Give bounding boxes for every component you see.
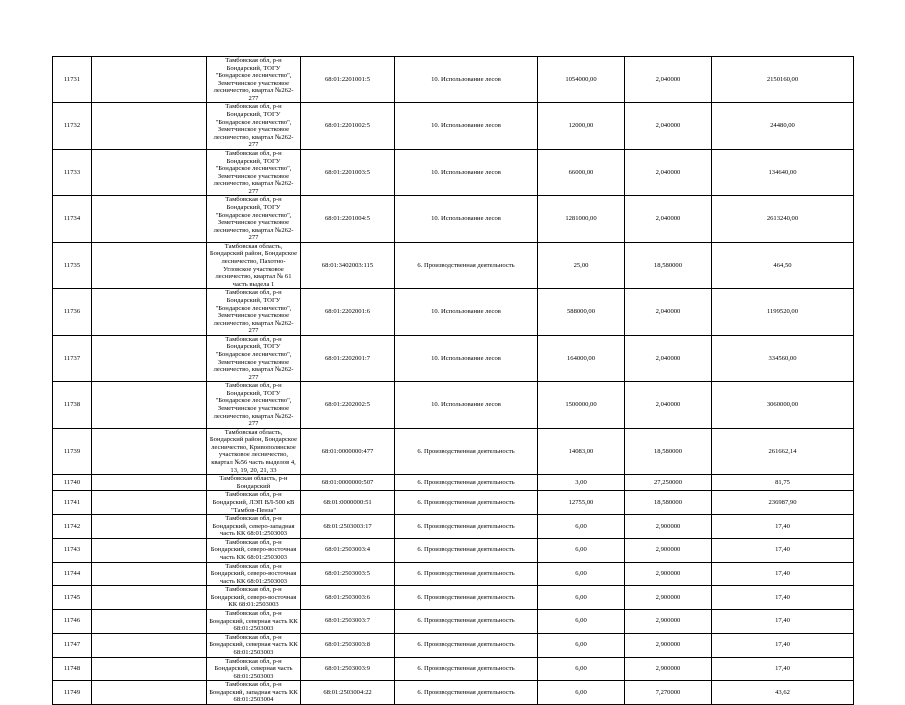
registry-table bbox=[52, 56, 854, 705]
cadastral-number-cell: 68:01:2503003:5 bbox=[301, 562, 395, 586]
area-cell: 6,00 bbox=[538, 562, 625, 586]
address-cell: Тамбовская обл, р-н Бондарский, северная часть КК 68:01:2503003 bbox=[207, 633, 301, 657]
cadastral-number-cell: 68:01:2201003:5 bbox=[301, 149, 395, 195]
address-cell: Тамбовская обл, р-н Бондарский, северо-восточная часть КК 68:01:2503003 bbox=[207, 562, 301, 586]
land-use-cell: 6. Производственная деятельность bbox=[395, 428, 538, 474]
area-cell: 1281000,00 bbox=[538, 196, 625, 242]
land-use-cell: 6. Производственная деятельность bbox=[395, 562, 538, 586]
value-cell: 17,40 bbox=[712, 586, 854, 610]
table-row bbox=[53, 289, 854, 335]
rate-cell: 18,580000 bbox=[625, 491, 712, 515]
rate-cell: 27,250000 bbox=[625, 475, 712, 491]
table-row bbox=[53, 491, 854, 515]
row-number: 11735 bbox=[53, 242, 92, 288]
empty-cell bbox=[92, 242, 207, 288]
address-cell: Тамбовская область, р-н Бондарский bbox=[207, 475, 301, 491]
empty-cell bbox=[92, 289, 207, 335]
value-cell: 17,40 bbox=[712, 562, 854, 586]
area-cell: 3,00 bbox=[538, 475, 625, 491]
table-row bbox=[53, 57, 854, 103]
address-cell: Тамбовская обл, р-н Бондарский, ТОГУ "Бондарское лесничество", Земетчинское участковое лесничество, квартал №262-277 bbox=[207, 103, 301, 149]
row-number: 11748 bbox=[53, 657, 92, 681]
value-cell: 17,40 bbox=[712, 538, 854, 562]
address-cell: Тамбовская обл, р-н Бондарский, северо-восточная часть КК 68:01:2503003 bbox=[207, 538, 301, 562]
area-cell: 164000,00 bbox=[538, 335, 625, 381]
table-row bbox=[53, 242, 854, 288]
value-cell: 17,40 bbox=[712, 515, 854, 539]
registry-table-body bbox=[53, 57, 854, 705]
row-number: 11739 bbox=[53, 428, 92, 474]
table-row bbox=[53, 538, 854, 562]
area-cell: 14083,00 bbox=[538, 428, 625, 474]
address-cell: Тамбовская обл, р-н Бондарский, ТОГУ "Бондарское лесничество", Земетчинское участковое лесничество, квартал №262-277 bbox=[207, 57, 301, 103]
land-use-cell: 6. Производственная деятельность bbox=[395, 657, 538, 681]
empty-cell bbox=[92, 196, 207, 242]
empty-cell bbox=[92, 335, 207, 381]
address-cell: Тамбовская область, Бондарский район, Бондарское лесничество, Кривополянское участковое лесничество, квартал №56 часть выделов 4, 13, 19, 20, 21, 33 bbox=[207, 428, 301, 474]
area-cell: 66000,00 bbox=[538, 149, 625, 195]
area-cell: 6,00 bbox=[538, 633, 625, 657]
row-number: 11743 bbox=[53, 538, 92, 562]
value-cell: 17,40 bbox=[712, 657, 854, 681]
area-cell: 6,00 bbox=[538, 515, 625, 539]
table-row bbox=[53, 586, 854, 610]
cadastral-number-cell: 68:01:2503003:7 bbox=[301, 610, 395, 634]
row-number: 11742 bbox=[53, 515, 92, 539]
area-cell: 25,00 bbox=[538, 242, 625, 288]
table-row bbox=[53, 562, 854, 586]
land-use-cell: 10. Использование лесов bbox=[395, 382, 538, 428]
land-use-cell: 10. Использование лесов bbox=[395, 196, 538, 242]
empty-cell bbox=[92, 538, 207, 562]
cadastral-number-cell: 68:01:2503003:9 bbox=[301, 657, 395, 681]
value-cell: 261662,14 bbox=[712, 428, 854, 474]
land-use-cell: 6. Производственная деятельность bbox=[395, 633, 538, 657]
land-use-cell: 10. Использование лесов bbox=[395, 103, 538, 149]
value-cell: 24480,00 bbox=[712, 103, 854, 149]
area-cell: 12755,00 bbox=[538, 491, 625, 515]
land-use-cell: 6. Производственная деятельность bbox=[395, 538, 538, 562]
row-number: 11746 bbox=[53, 610, 92, 634]
address-cell: Тамбовская обл, р-н Бондарский, ТОГУ "Бондарское лесничество", Земетчинское участковое лесничество, квартал №262-277 bbox=[207, 335, 301, 381]
value-cell: 81,75 bbox=[712, 475, 854, 491]
rate-cell: 2,040000 bbox=[625, 335, 712, 381]
rate-cell: 2,040000 bbox=[625, 382, 712, 428]
cadastral-number-cell: 68:01:2202001:7 bbox=[301, 335, 395, 381]
table-row bbox=[53, 610, 854, 634]
rate-cell: 2,900000 bbox=[625, 633, 712, 657]
table-row bbox=[53, 515, 854, 539]
cadastral-number-cell: 68:01:2201002:5 bbox=[301, 103, 395, 149]
empty-cell bbox=[92, 515, 207, 539]
value-cell: 43,62 bbox=[712, 681, 854, 705]
row-number: 11736 bbox=[53, 289, 92, 335]
cadastral-number-cell: 68:01:2202002:5 bbox=[301, 382, 395, 428]
value-cell: 1199520,00 bbox=[712, 289, 854, 335]
address-cell: Тамбовская обл, р-н Бондарский, ТОГУ "Бондарское лесничество", Земетчинское участковое лесничество, квартал №262-277 bbox=[207, 382, 301, 428]
area-cell: 588000,00 bbox=[538, 289, 625, 335]
table-row bbox=[53, 681, 854, 705]
rate-cell: 2,900000 bbox=[625, 610, 712, 634]
row-number: 11738 bbox=[53, 382, 92, 428]
empty-cell bbox=[92, 562, 207, 586]
table-row bbox=[53, 149, 854, 195]
land-use-cell: 6. Производственная деятельность bbox=[395, 586, 538, 610]
rate-cell: 2,900000 bbox=[625, 657, 712, 681]
address-cell: Тамбовская обл, р-н Бондарский, северо-восточная КК 68:01:2503003 bbox=[207, 586, 301, 610]
value-cell: 3060000,00 bbox=[712, 382, 854, 428]
empty-cell bbox=[92, 681, 207, 705]
land-use-cell: 10. Использование лесов bbox=[395, 335, 538, 381]
empty-cell bbox=[92, 428, 207, 474]
land-use-cell: 6. Производственная деятельность bbox=[395, 242, 538, 288]
address-cell: Тамбовская обл, р-н Бондарский, ТОГУ "Бондарское лесничество", Земетчинское участковое лесничество, квартал №262-277 bbox=[207, 196, 301, 242]
cadastral-number-cell: 68:01:2503003:6 bbox=[301, 586, 395, 610]
land-use-cell: 10. Использование лесов bbox=[395, 289, 538, 335]
value-cell: 134640,00 bbox=[712, 149, 854, 195]
address-cell: Тамбовская обл, р-н Бондарский, ТОГУ "Бондарское лесничество", Земетчинское участковое лесничество, квартал №262-277 bbox=[207, 289, 301, 335]
row-number: 11744 bbox=[53, 562, 92, 586]
land-use-cell: 6. Производственная деятельность bbox=[395, 515, 538, 539]
cadastral-number-cell: 68:01:2503004:22 bbox=[301, 681, 395, 705]
cadastral-number-cell: 68:01:2503003:17 bbox=[301, 515, 395, 539]
rate-cell: 2,040000 bbox=[625, 103, 712, 149]
land-use-cell: 6. Производственная деятельность bbox=[395, 491, 538, 515]
address-cell: Тамбовская обл, р-н Бондарский, западная часть КК 68:01:2503004 bbox=[207, 681, 301, 705]
empty-cell bbox=[92, 610, 207, 634]
rate-cell: 2,040000 bbox=[625, 196, 712, 242]
row-number: 11732 bbox=[53, 103, 92, 149]
land-use-cell: 6. Производственная деятельность bbox=[395, 681, 538, 705]
land-use-cell: 10. Использование лесов bbox=[395, 149, 538, 195]
cadastral-number-cell: 68:01:0000000:507 bbox=[301, 475, 395, 491]
empty-cell bbox=[92, 149, 207, 195]
empty-cell bbox=[92, 57, 207, 103]
table-row bbox=[53, 382, 854, 428]
value-cell: 236987,90 bbox=[712, 491, 854, 515]
empty-cell bbox=[92, 586, 207, 610]
row-number: 11737 bbox=[53, 335, 92, 381]
area-cell: 6,00 bbox=[538, 681, 625, 705]
rate-cell: 2,900000 bbox=[625, 562, 712, 586]
table-row bbox=[53, 633, 854, 657]
area-cell: 1054000,00 bbox=[538, 57, 625, 103]
row-number: 11749 bbox=[53, 681, 92, 705]
address-cell: Тамбовская обл, р-н Бондарский, ЛЭП ВЛ-500 кВ "Тамбов-Пенза" bbox=[207, 491, 301, 515]
rate-cell: 2,040000 bbox=[625, 149, 712, 195]
area-cell: 6,00 bbox=[538, 586, 625, 610]
address-cell: Тамбовская обл, р-н Бондарский, северо-западная часть КК 68:01:2503003 bbox=[207, 515, 301, 539]
value-cell: 2613240,00 bbox=[712, 196, 854, 242]
rate-cell: 18,580000 bbox=[625, 428, 712, 474]
rate-cell: 2,040000 bbox=[625, 289, 712, 335]
table-row bbox=[53, 103, 854, 149]
cadastral-number-cell: 68:01:2201004:5 bbox=[301, 196, 395, 242]
value-cell: 17,40 bbox=[712, 633, 854, 657]
land-use-cell: 6. Производственная деятельность bbox=[395, 610, 538, 634]
cadastral-number-cell: 68:01:3402003:115 bbox=[301, 242, 395, 288]
table-row bbox=[53, 196, 854, 242]
cadastral-number-cell: 68:01:0000000:51 bbox=[301, 491, 395, 515]
cadastral-number-cell: 68:01:2201001:5 bbox=[301, 57, 395, 103]
table-row bbox=[53, 657, 854, 681]
value-cell: 2150160,00 bbox=[712, 57, 854, 103]
empty-cell bbox=[92, 491, 207, 515]
empty-cell bbox=[92, 382, 207, 428]
row-number: 11731 bbox=[53, 57, 92, 103]
table-row bbox=[53, 335, 854, 381]
area-cell: 6,00 bbox=[538, 610, 625, 634]
cadastral-number-cell: 68:01:2503003:8 bbox=[301, 633, 395, 657]
row-number: 11741 bbox=[53, 491, 92, 515]
row-number: 11745 bbox=[53, 586, 92, 610]
rate-cell: 2,900000 bbox=[625, 586, 712, 610]
cadastral-number-cell: 68:01:2202001:6 bbox=[301, 289, 395, 335]
empty-cell bbox=[92, 475, 207, 491]
empty-cell bbox=[92, 633, 207, 657]
address-cell: Тамбовская обл, р-н Бондарский, северная часть 68:01:2503003 bbox=[207, 657, 301, 681]
area-cell: 12000,00 bbox=[538, 103, 625, 149]
row-number: 11740 bbox=[53, 475, 92, 491]
cadastral-number-cell: 68:01:0000000:477 bbox=[301, 428, 395, 474]
rate-cell: 18,580000 bbox=[625, 242, 712, 288]
rate-cell: 2,040000 bbox=[625, 57, 712, 103]
table-row bbox=[53, 475, 854, 491]
rate-cell: 2,900000 bbox=[625, 538, 712, 562]
area-cell: 6,00 bbox=[538, 657, 625, 681]
row-number: 11747 bbox=[53, 633, 92, 657]
value-cell: 334560,00 bbox=[712, 335, 854, 381]
cadastral-number-cell: 68:01:2503003:4 bbox=[301, 538, 395, 562]
row-number: 11734 bbox=[53, 196, 92, 242]
row-number: 11733 bbox=[53, 149, 92, 195]
empty-cell bbox=[92, 657, 207, 681]
rate-cell: 7,270000 bbox=[625, 681, 712, 705]
area-cell: 1500000,00 bbox=[538, 382, 625, 428]
address-cell: Тамбовская область, Бондарский район, Бондарское лесничество, Пахотно-Угловское участковое лесничество, квартал № 61 часть выдела 1 bbox=[207, 242, 301, 288]
address-cell: Тамбовская обл, р-н Бондарский, северная часть КК 68:01:2503003 bbox=[207, 610, 301, 634]
rate-cell: 2,900000 bbox=[625, 515, 712, 539]
land-use-cell: 6. Производственная деятельность bbox=[395, 475, 538, 491]
table-row bbox=[53, 428, 854, 474]
value-cell: 17,40 bbox=[712, 610, 854, 634]
land-use-cell: 10. Использование лесов bbox=[395, 57, 538, 103]
address-cell: Тамбовская обл, р-н Бондарский, ТОГУ "Бондарское лесничество", Земетчинское участковое лесничество, квартал №262-277 bbox=[207, 149, 301, 195]
value-cell: 464,50 bbox=[712, 242, 854, 288]
empty-cell bbox=[92, 103, 207, 149]
area-cell: 6,00 bbox=[538, 538, 625, 562]
